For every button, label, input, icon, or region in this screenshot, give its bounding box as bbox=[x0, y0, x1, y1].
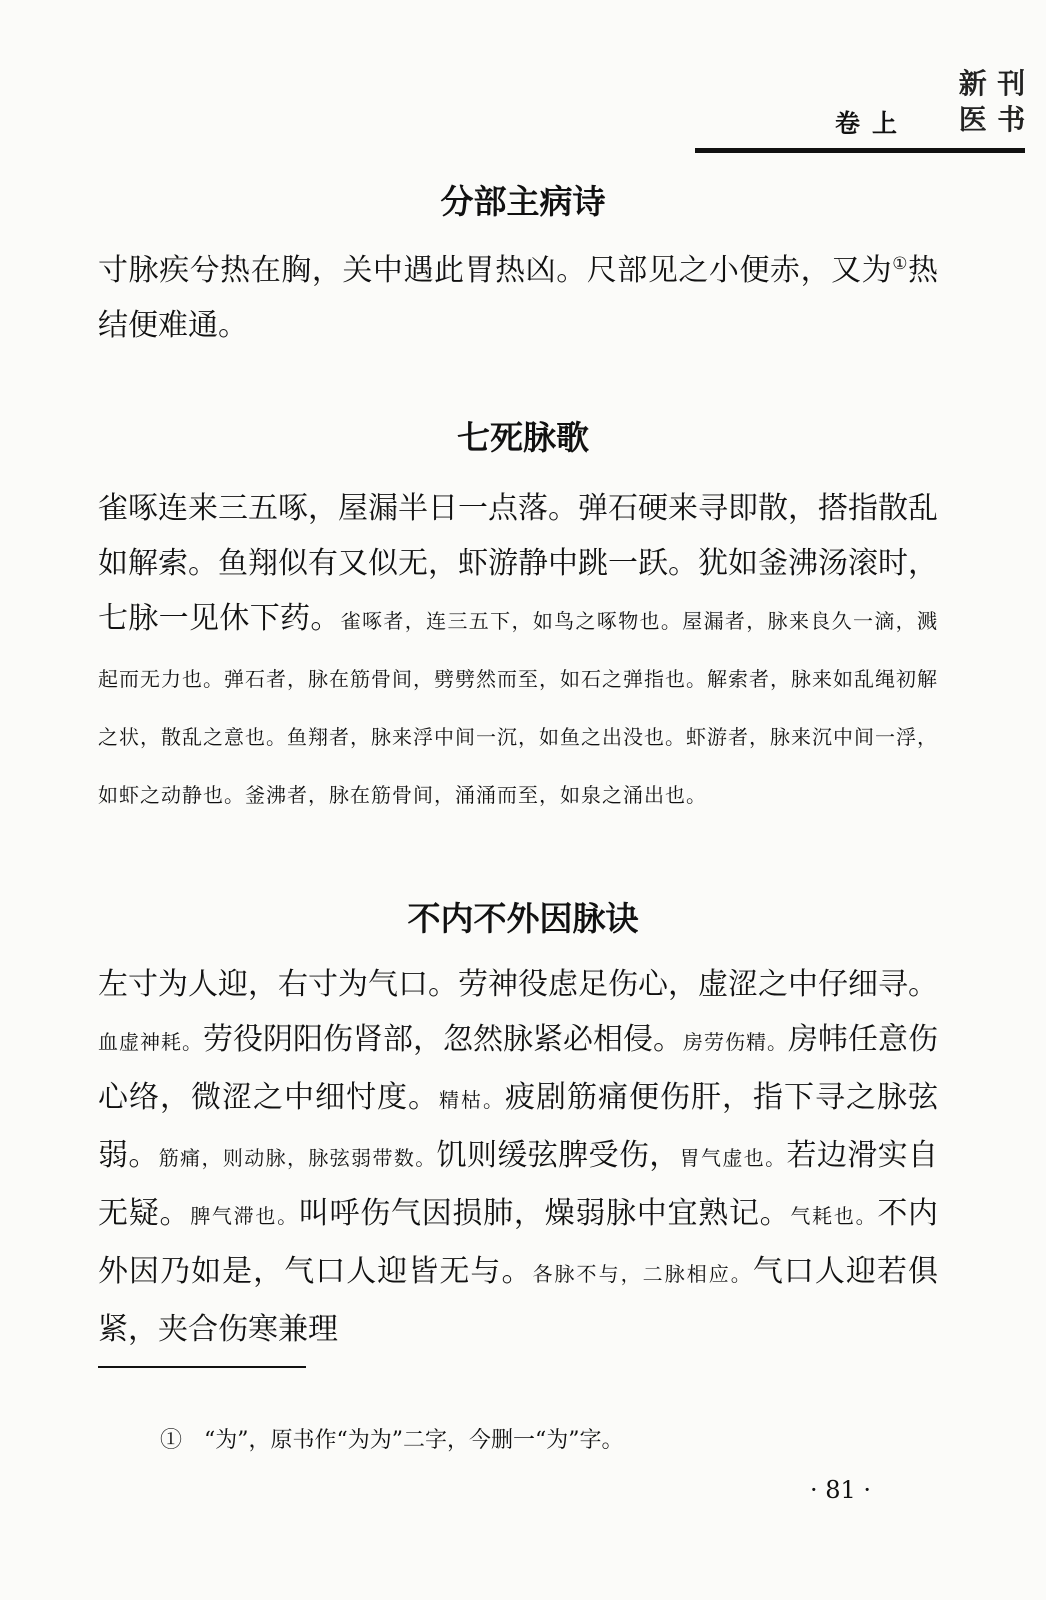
commentary-note: 胃气虚也。 bbox=[679, 1146, 787, 1170]
footnote-marker: ① bbox=[892, 254, 908, 274]
page-number: · 81 · bbox=[810, 1476, 872, 1504]
commentary-note: 血虚神耗。 bbox=[98, 1030, 203, 1054]
commentary-note: 房劳伤精。 bbox=[683, 1030, 788, 1054]
poem-text: 不内外因乃如是，气口人迎皆无与。 bbox=[98, 1196, 939, 1289]
poem-fenbu bbox=[98, 243, 938, 353]
seal-logo bbox=[953, 66, 1031, 138]
commentary-note: 气耗也。 bbox=[790, 1204, 878, 1228]
commentary-note: 脾气滞也。 bbox=[190, 1204, 299, 1228]
commentary-note: 筋痛，则动脉，脉弦弱带数。 bbox=[158, 1146, 437, 1170]
poem-text: 叫呼伤气因损肺，燥弱脉中宜熟记。 bbox=[298, 1196, 791, 1231]
footnote: ① “为”，原书作“为为”二字，今删一“为”字。 bbox=[160, 1428, 624, 1453]
commentary-note: 雀啄者，连三五下，如鸟之啄物也。屋漏者，脉来良久一滴，溅起而无力也。弹石者，脉在筋骨间，劈劈然而至，如石之弹指也。解索者，脉来如乱绳初解之状，散乱之意也。鱼翔者，脉来浮中间一沉，如鱼之出没也。虾游者，脉来沉中间一浮，如虾之动静也。釜沸者，脉在筋骨间，涌涌而至，如泉之涌出也。 bbox=[98, 609, 939, 807]
commentary-note: 精枯。 bbox=[439, 1088, 505, 1112]
poem-text: 左寸为人迎，右寸为气口。劳神役虑足伤心，虚涩之中仔细寻。 bbox=[98, 967, 938, 1002]
poem-text: 疲剧筋痛便伤肝，指下寻之脉弦弱。 bbox=[98, 1080, 938, 1173]
poem-text: 气口人迎若俱紧，夹合伤寒兼理 bbox=[98, 1254, 939, 1347]
running-header-volume: 卷上 bbox=[835, 109, 910, 138]
poem-qisi bbox=[98, 481, 938, 823]
poem-text: 若边滑实自无疑。 bbox=[98, 1138, 938, 1231]
poem-text: 房帏任意伤心络，微涩之中细忖度。 bbox=[98, 1022, 938, 1115]
commentary-note: 各脉不与，二脉相应。 bbox=[532, 1262, 753, 1286]
poem-text: 饥则缓弦脾受伤， bbox=[436, 1138, 680, 1173]
footnote-rule bbox=[98, 1366, 306, 1368]
seal-char: 医 bbox=[958, 102, 987, 136]
section-title-qisi: 七死脉歌 bbox=[457, 418, 589, 457]
poem-text: 寸脉疾兮热在胸，关中遇此胃热凶。尺部见之小便赤，又为 bbox=[98, 253, 893, 288]
seal-char: 书 bbox=[997, 102, 1026, 136]
poem-text: 雀啄连来三五啄，屋漏半日一点落。弹石硬来寻即散，搭指散乱如解索。鱼翔似有又似无，虾游静中跳一跃。犹如釜沸汤滚时，七脉一见休下药。 bbox=[98, 491, 938, 636]
poem-text: 热结便难通。 bbox=[98, 253, 938, 343]
seal-char: 刊 bbox=[997, 67, 1026, 101]
section-title-fenbu: 分部主病诗 bbox=[440, 182, 606, 221]
poem-buneibuwai bbox=[98, 957, 938, 1357]
section-title-buneibuwai: 不内不外因脉诀 bbox=[407, 899, 639, 938]
seal-char: 新 bbox=[958, 67, 987, 101]
header-rule bbox=[695, 148, 1025, 153]
poem-text: 劳役阴阳伤肾部，忽然脉紧必相侵。 bbox=[203, 1022, 683, 1057]
